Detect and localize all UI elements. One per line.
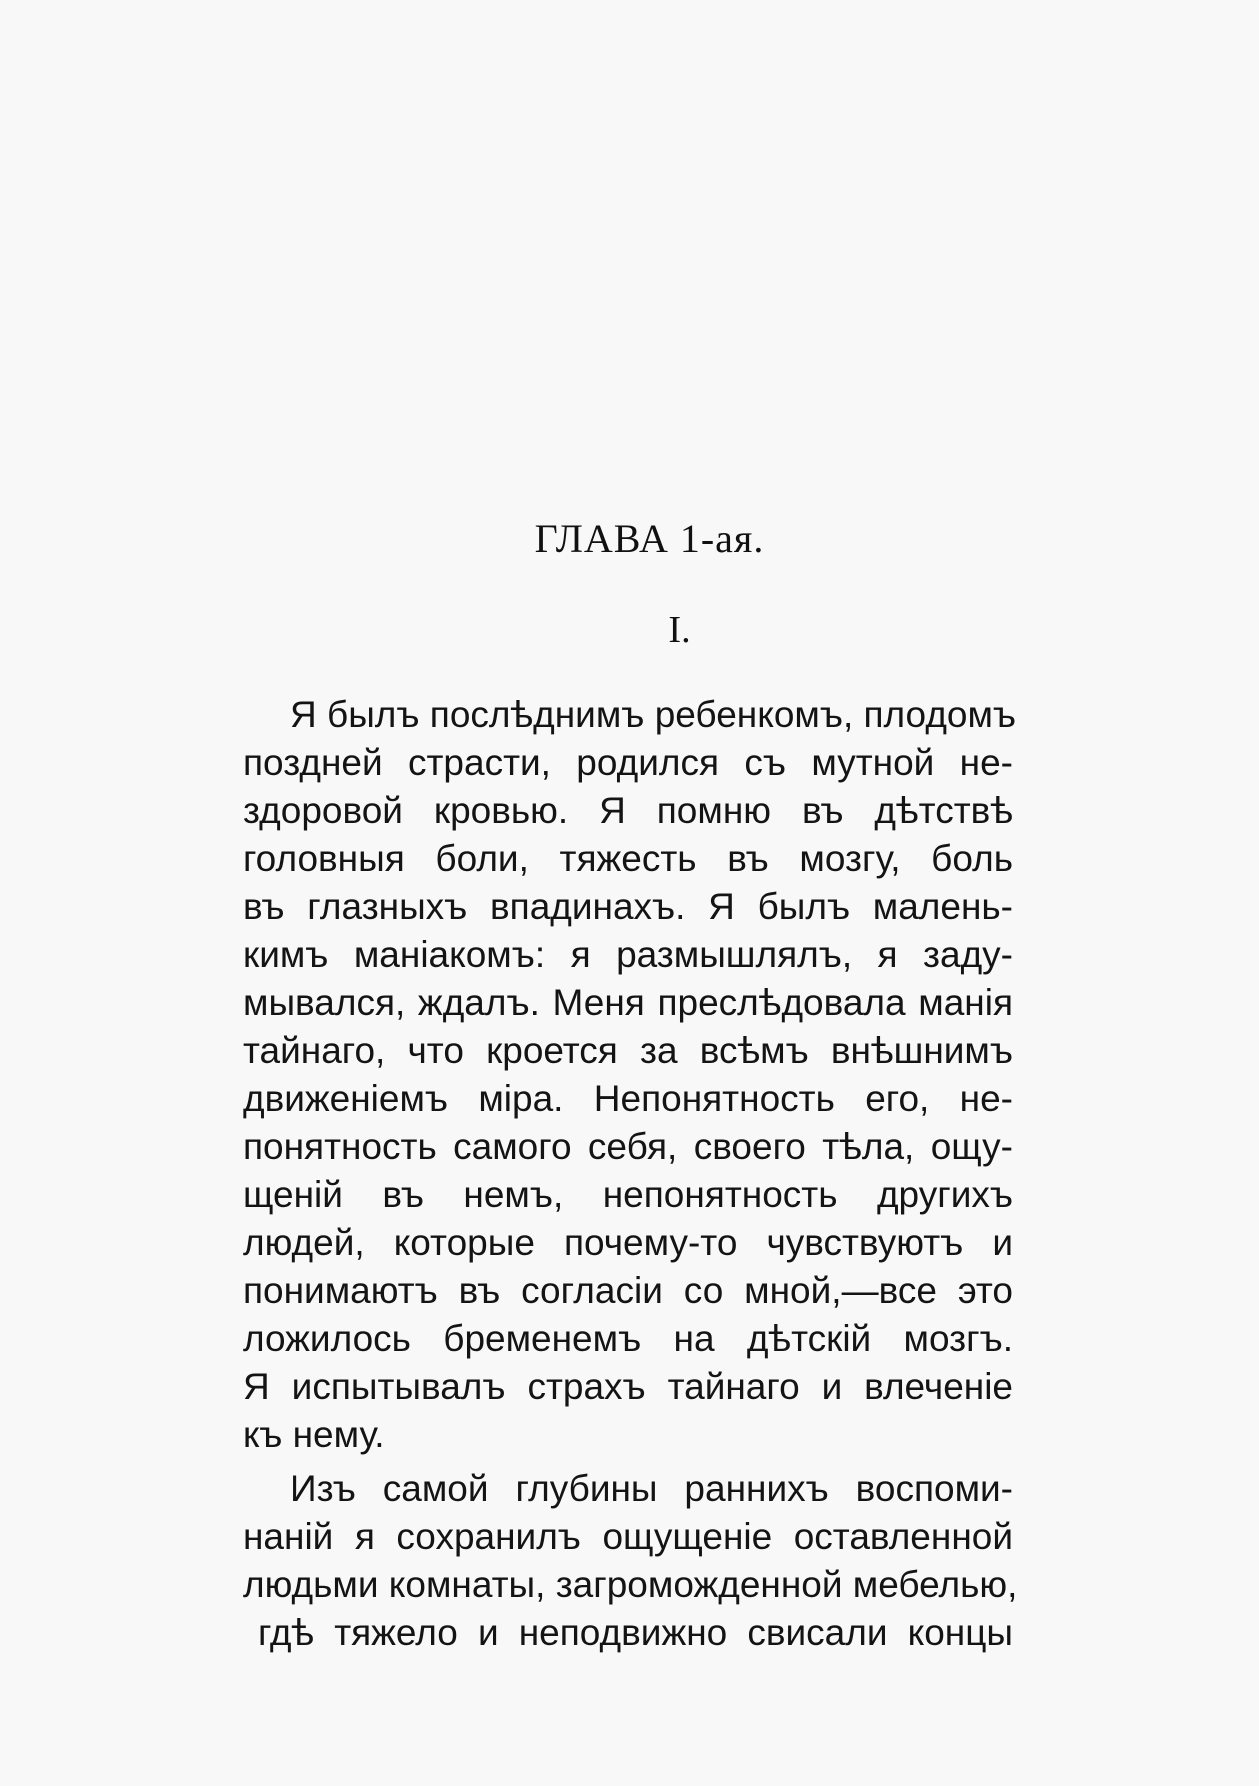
paragraph-1-line-15: Я испытывалъ страхъ тайнаго и влеченіе — [243, 1366, 1013, 1407]
paragraph-1-line-6: кимъ маніакомъ: я размышлялъ, я заду- — [243, 934, 1013, 975]
paragraph-1-line-2: поздней страсти, родился съ мутной не- — [243, 742, 1013, 783]
paragraph-2-line-1: Изъ самой глубины раннихъ воспоми- — [290, 1468, 1013, 1509]
paragraph-1-line-12: людей, которые почему-то чувствуютъ и — [243, 1222, 1013, 1263]
chapter-title: ГЛАВА 1-ая. — [534, 516, 765, 561]
paragraph-1-line-8: тайнаго, что кроется за всѣмъ внѣшнимъ — [243, 1030, 1013, 1071]
paragraph-2-line-4: гдѣ тяжело и неподвижно свисали концы — [258, 1612, 1013, 1653]
section-numeral: I. — [668, 609, 691, 651]
paragraph-1-line-16: къ нему. — [243, 1414, 385, 1455]
paragraph-1-line-3: здоровой кровью. Я помню въ дѣтствѣ — [243, 790, 1013, 831]
paragraph-2-line-3: людьми комнаты, загроможденной мебелью, — [243, 1564, 1018, 1605]
paragraph-1-line-5: въ глазныхъ впадинахъ. Я былъ малень- — [243, 886, 1013, 927]
paragraph-2-line-2: наній я сохранилъ ощущеніе оставленной — [243, 1516, 1013, 1557]
paragraph-1-line-10: понятность самого себя, своего тѣла, ощу- — [243, 1126, 1013, 1167]
paragraph-1-line-1: Я былъ послѣднимъ ребенкомъ, плодомъ — [290, 694, 1017, 735]
paragraph-1-line-4: головныя боли, тяжесть въ мозгу, боль — [243, 838, 1013, 879]
paragraph-1-line-13: понимаютъ въ согласіи со мной,—все это — [243, 1270, 1013, 1311]
paragraph-1-line-11: щеній въ немъ, непонятность другихъ — [243, 1174, 1013, 1215]
paragraph-1-line-14: ложилось бременемъ на дѣтскій мозгъ. — [243, 1318, 1013, 1359]
paragraph-1-line-7: мывался, ждалъ. Меня преслѣдовала манія — [243, 982, 1013, 1023]
paragraph-1-line-9: движеніемъ міра. Непонятность его, не- — [243, 1078, 1013, 1119]
